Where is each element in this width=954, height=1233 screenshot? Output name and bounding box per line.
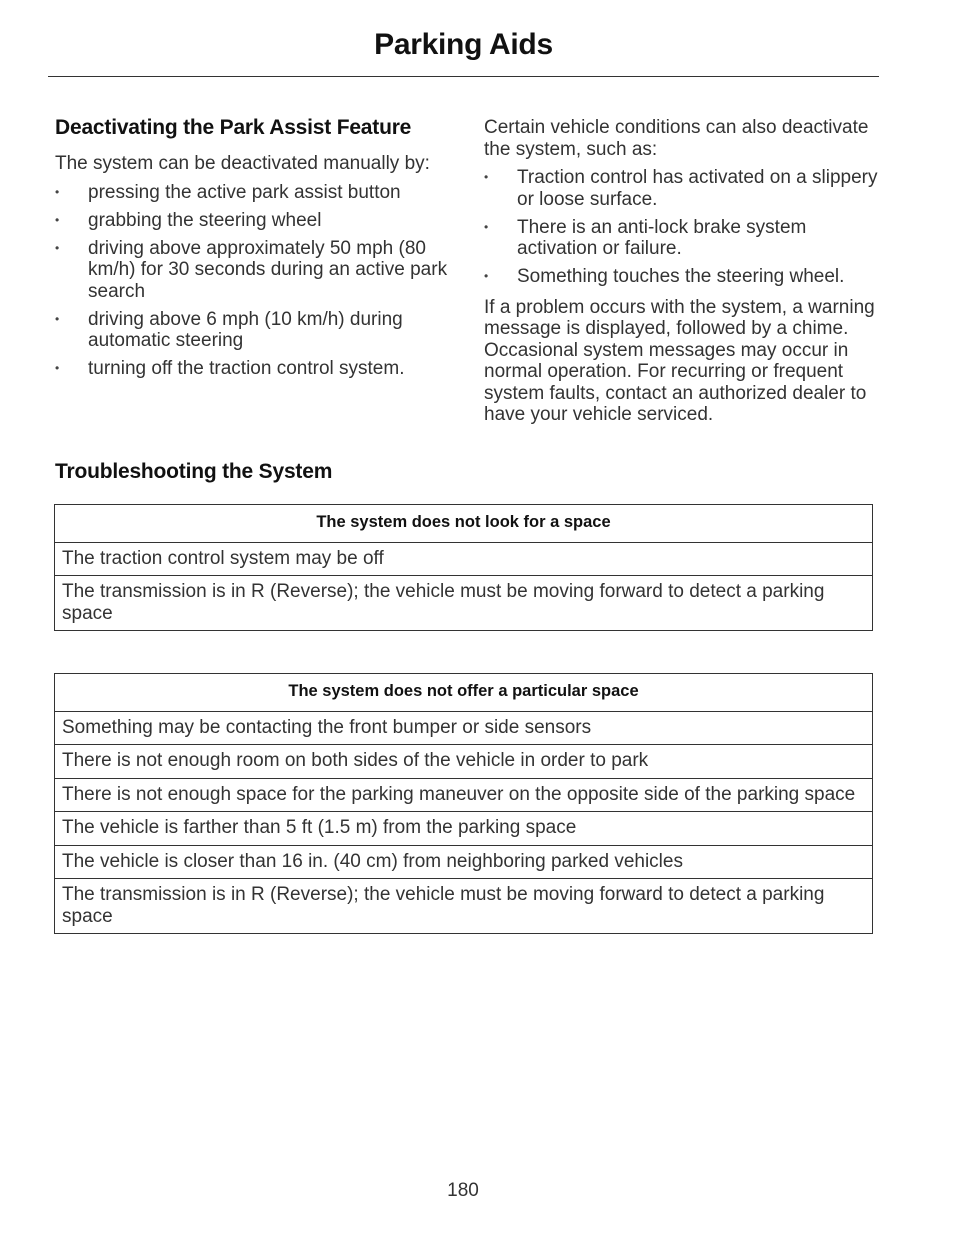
list-item: • pressing the active park assist button [55, 182, 450, 204]
table-row [55, 745, 873, 779]
table-header-row [55, 674, 873, 712]
table-cell: The transmission is in R (Reverse); the vehicle must be moving forward to detect a parking space [55, 576, 873, 631]
table-cell: There is not enough room on both sides of the vehicle in order to park [55, 745, 873, 779]
table-row [55, 812, 873, 846]
list-item: • grabbing the steering wheel [55, 210, 450, 232]
table-row [55, 711, 873, 745]
table-row [55, 542, 873, 576]
conditions-intro: Certain vehicle conditions can also deactivate the system, such as: [484, 117, 869, 160]
table-cell: Something may be contacting the front bumper or side sensors [55, 711, 873, 745]
troubleshooting-table-no-offer [54, 673, 873, 934]
table-row [55, 845, 873, 879]
troubleshooting-heading: Troubleshooting the System [55, 460, 333, 483]
table-cell: The vehicle is closer than 16 in. (40 cm) from neighboring parked vehicles [55, 845, 873, 879]
table-header-row [55, 505, 873, 543]
deactivating-intro: The system can be deactivated manually by: [55, 153, 430, 174]
table-cell: There is not enough space for the parking maneuver on the opposite side of the parking space [55, 778, 873, 812]
conditions-list [484, 167, 879, 288]
table-cell: The vehicle is farther than 5 ft (1.5 m) from the parking space [55, 812, 873, 846]
table-row [55, 879, 873, 934]
table-header: The system does not look for a space [55, 505, 873, 543]
table-cell: The transmission is in R (Reverse); the vehicle must be moving forward to detect a parking space [55, 879, 873, 934]
list-item: • There is an anti-lock brake system activation or failure. [484, 217, 879, 260]
list-item: • Traction control has activated on a slippery or loose surface. [484, 167, 879, 210]
left-column [55, 117, 450, 386]
table-header: The system does not offer a particular space [55, 674, 873, 712]
right-column [484, 117, 879, 426]
deactivating-list [55, 182, 450, 380]
table-cell: The traction control system may be off [55, 542, 873, 576]
deactivating-heading: Deactivating the Park Assist Feature [55, 116, 412, 139]
page-number: 180 [447, 1180, 479, 1201]
table-row [55, 778, 873, 812]
list-item: • driving above approximately 50 mph (80 km/h) for 30 seconds during an active park search [55, 238, 450, 303]
page-title: Parking Aids [374, 28, 553, 61]
warning-paragraph: If a problem occurs with the system, a warning message is displayed, followed by a chime. Occasional system messages may occur in normal operation. For recurring or frequent system faults, contact an authorized dealer to have your vehicle serviced. [484, 296, 875, 425]
table-row [55, 576, 873, 631]
list-item: • driving above 6 mph (10 km/h) during automatic steering [55, 309, 450, 352]
list-item: • Something touches the steering wheel. [484, 266, 879, 288]
troubleshooting-table-no-look [54, 504, 873, 631]
list-item: • turning off the traction control system. [55, 358, 450, 380]
title-divider [48, 76, 879, 77]
